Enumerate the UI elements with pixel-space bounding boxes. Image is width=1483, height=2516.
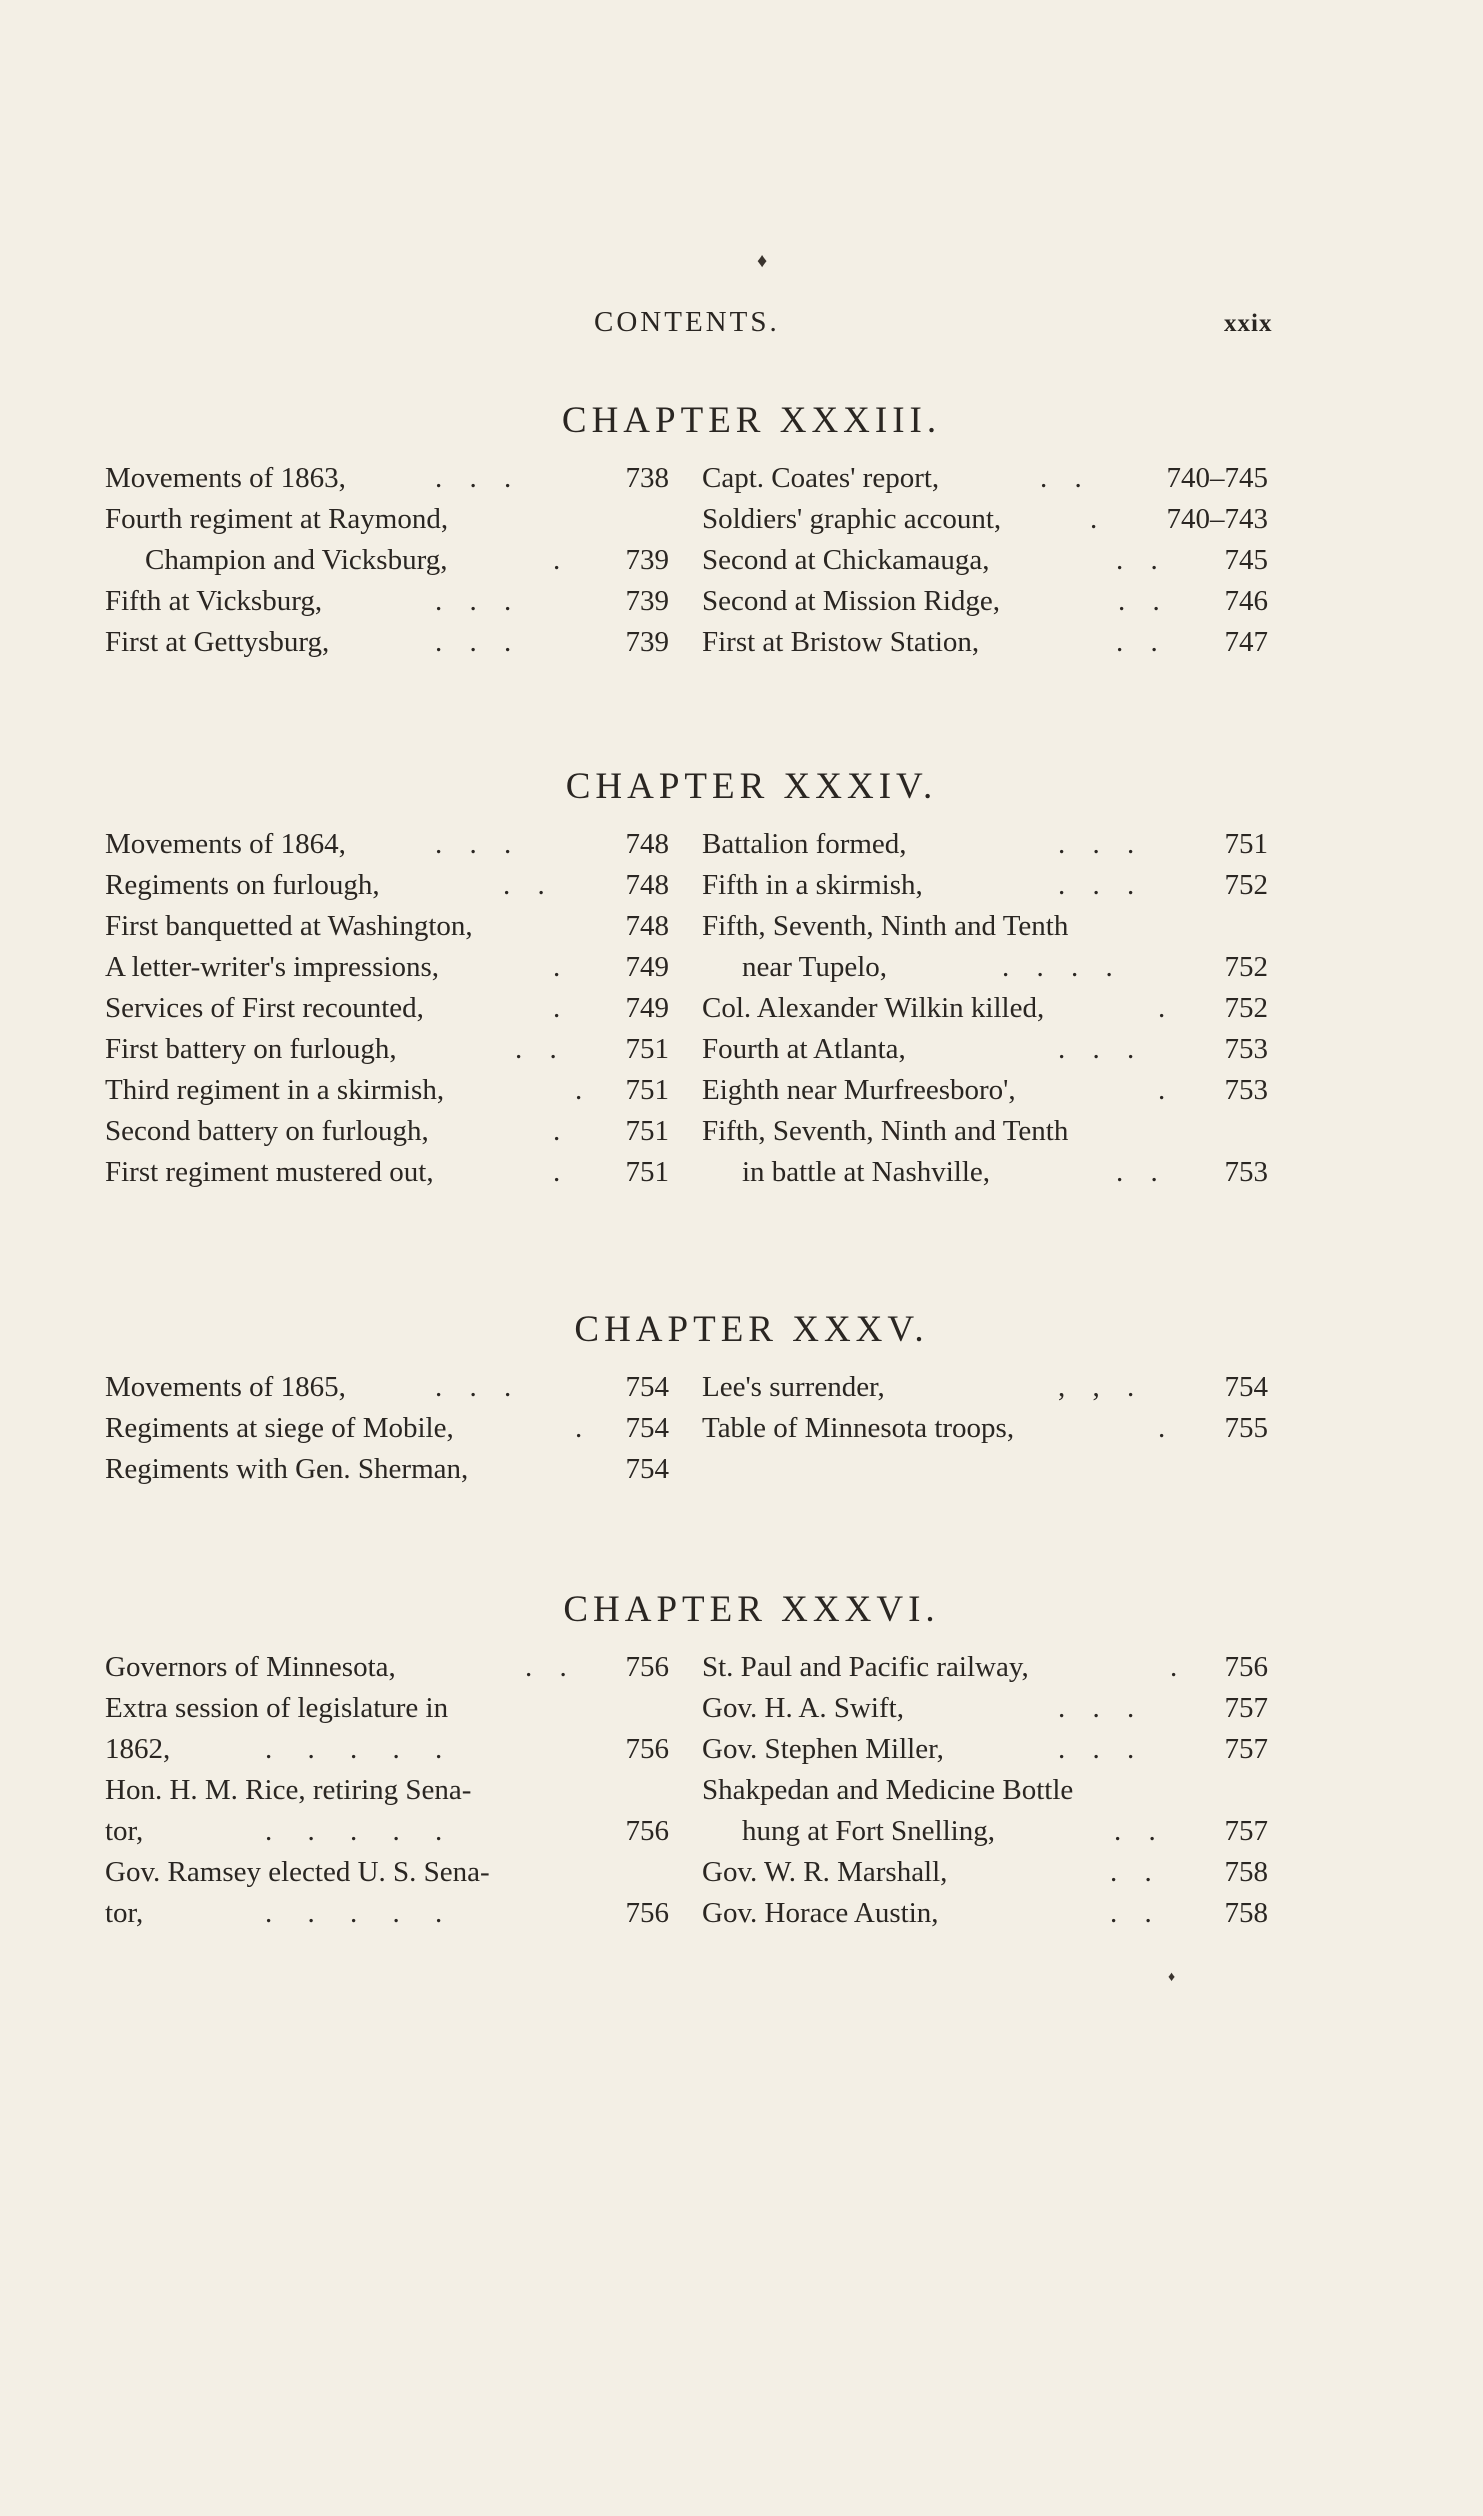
chapter-heading: CHAPTER XXXIII.	[561, 400, 942, 441]
contents-entry: Hon. H. M. Rice, retiring Sena-	[105, 1774, 472, 1806]
contents-entry: Third regiment in a skirmish, . 751	[105, 1074, 669, 1106]
contents-entry: Battalion formed, . . . 751	[702, 828, 1268, 860]
chapter-34	[0, 762, 1483, 1188]
chapter-36	[0, 1585, 1483, 1929]
left-column	[105, 824, 669, 1193]
right-column	[702, 1367, 1268, 1449]
contents-entry: Gov. W. R. Marshall, . . 758	[702, 1856, 1268, 1888]
contents-entry: Col. Alexander Wilkin killed, . 752	[702, 992, 1268, 1024]
contents-entry: Fifth in a skirmish, . . . 752	[702, 869, 1268, 901]
contents-entry: Regiments with Gen. Sherman, 754	[105, 1453, 669, 1485]
contents-entry: near Tupelo, . . . . 752	[742, 951, 1268, 983]
running-head-title: CONTENTS.	[594, 306, 780, 338]
contents-entry: Fifth, Seventh, Ninth and Tenth	[702, 910, 1069, 942]
contents-entry: Fifth, Seventh, Ninth and Tenth	[702, 1115, 1069, 1147]
contents-entry: Fourth at Atlanta, . . . 753	[702, 1033, 1268, 1065]
contents-entry: First at Bristow Station, . . 747	[702, 626, 1268, 658]
right-column	[702, 1647, 1268, 1934]
contents-entry: Second battery on furlough, . 751	[105, 1115, 669, 1147]
contents-entry: hung at Fort Snelling, . . 757	[742, 1815, 1268, 1847]
contents-entry: St. Paul and Pacific railway, . 756	[702, 1651, 1268, 1683]
contents-entry: Eighth near Murfreesboro', . 753	[702, 1074, 1268, 1106]
contents-entry: Fifth at Vicksburg, . . . 739	[105, 585, 669, 617]
chapter-heading: CHAPTER XXXV.	[574, 1309, 929, 1350]
chapter-33	[0, 396, 1483, 658]
contents-entry: Gov. Horace Austin, . . 758	[702, 1897, 1268, 1929]
right-column	[702, 824, 1268, 1193]
contents-entry: Gov. Stephen Miller, . . . 757	[702, 1733, 1268, 1765]
left-column	[105, 458, 669, 663]
running-head	[0, 306, 1483, 346]
contents-entry: First regiment mustered out, . 751	[105, 1156, 669, 1188]
contents-entry: First at Gettysburg, . . . 739	[105, 626, 669, 658]
page-number-roman: xxix	[1224, 310, 1273, 337]
contents-entry: Second at Chickamauga, . . 745	[702, 544, 1268, 576]
contents-entry: Capt. Coates' report, . . 740–745	[702, 462, 1268, 494]
contents-entry: Movements of 1864, . . . 748	[105, 828, 669, 860]
contents-entry: Regiments at siege of Mobile, . 754	[105, 1412, 669, 1444]
contents-entry: Fourth regiment at Raymond,	[105, 503, 449, 535]
contents-entry: Governors of Minnesota, . . 756	[105, 1651, 669, 1683]
contents-entry: Champion and Vicksburg, . 739	[145, 544, 669, 576]
contents-entry: Gov. Ramsey elected U. S. Sena-	[105, 1856, 490, 1888]
contents-entry: Shakpedan and Medicine Bottle	[702, 1774, 1074, 1806]
contents-entry: tor, . . . . . 756	[105, 1815, 669, 1847]
contents-entry: tor, . . . . . 756	[105, 1897, 669, 1929]
contents-entry: Extra session of legislature in	[105, 1692, 449, 1724]
contents-entry: Movements of 1863, . . . 738	[105, 462, 669, 494]
left-column	[105, 1647, 669, 1934]
chapter-heading: CHAPTER XXXVI.	[563, 1589, 940, 1630]
contents-entry: Lee's surrender, , , . 754	[702, 1371, 1268, 1403]
contents-entry: A letter-writer's impressions, . 749	[105, 951, 669, 983]
contents-entry: Table of Minnesota troops, . 755	[702, 1412, 1268, 1444]
contents-entry: Soldiers' graphic account, . 740–743	[702, 503, 1268, 535]
ornament-mark-top: ♦	[757, 250, 768, 272]
contents-entry: First banquetted at Washington, 748	[105, 910, 669, 942]
contents-entry: Regiments on furlough, . . 748	[105, 869, 669, 901]
ornament-mark-bottom: ♦	[1168, 1970, 1176, 1985]
contents-entry: 1862, . . . . . 756	[105, 1733, 669, 1765]
contents-entry: Movements of 1865, . . . 754	[105, 1371, 669, 1403]
left-column	[105, 1367, 669, 1490]
right-column	[702, 458, 1268, 663]
contents-entry: in battle at Nashville, . . 753	[742, 1156, 1268, 1188]
contents-entry: Second at Mission Ridge, . . 746	[702, 585, 1268, 617]
contents-entry: Services of First recounted, . 749	[105, 992, 669, 1024]
chapter-heading: CHAPTER XXXIV.	[565, 766, 938, 807]
contents-entry: Gov. H. A. Swift, . . . 757	[702, 1692, 1268, 1724]
chapter-35	[0, 1305, 1483, 1485]
contents-entry: First battery on furlough, . . 751	[105, 1033, 669, 1065]
